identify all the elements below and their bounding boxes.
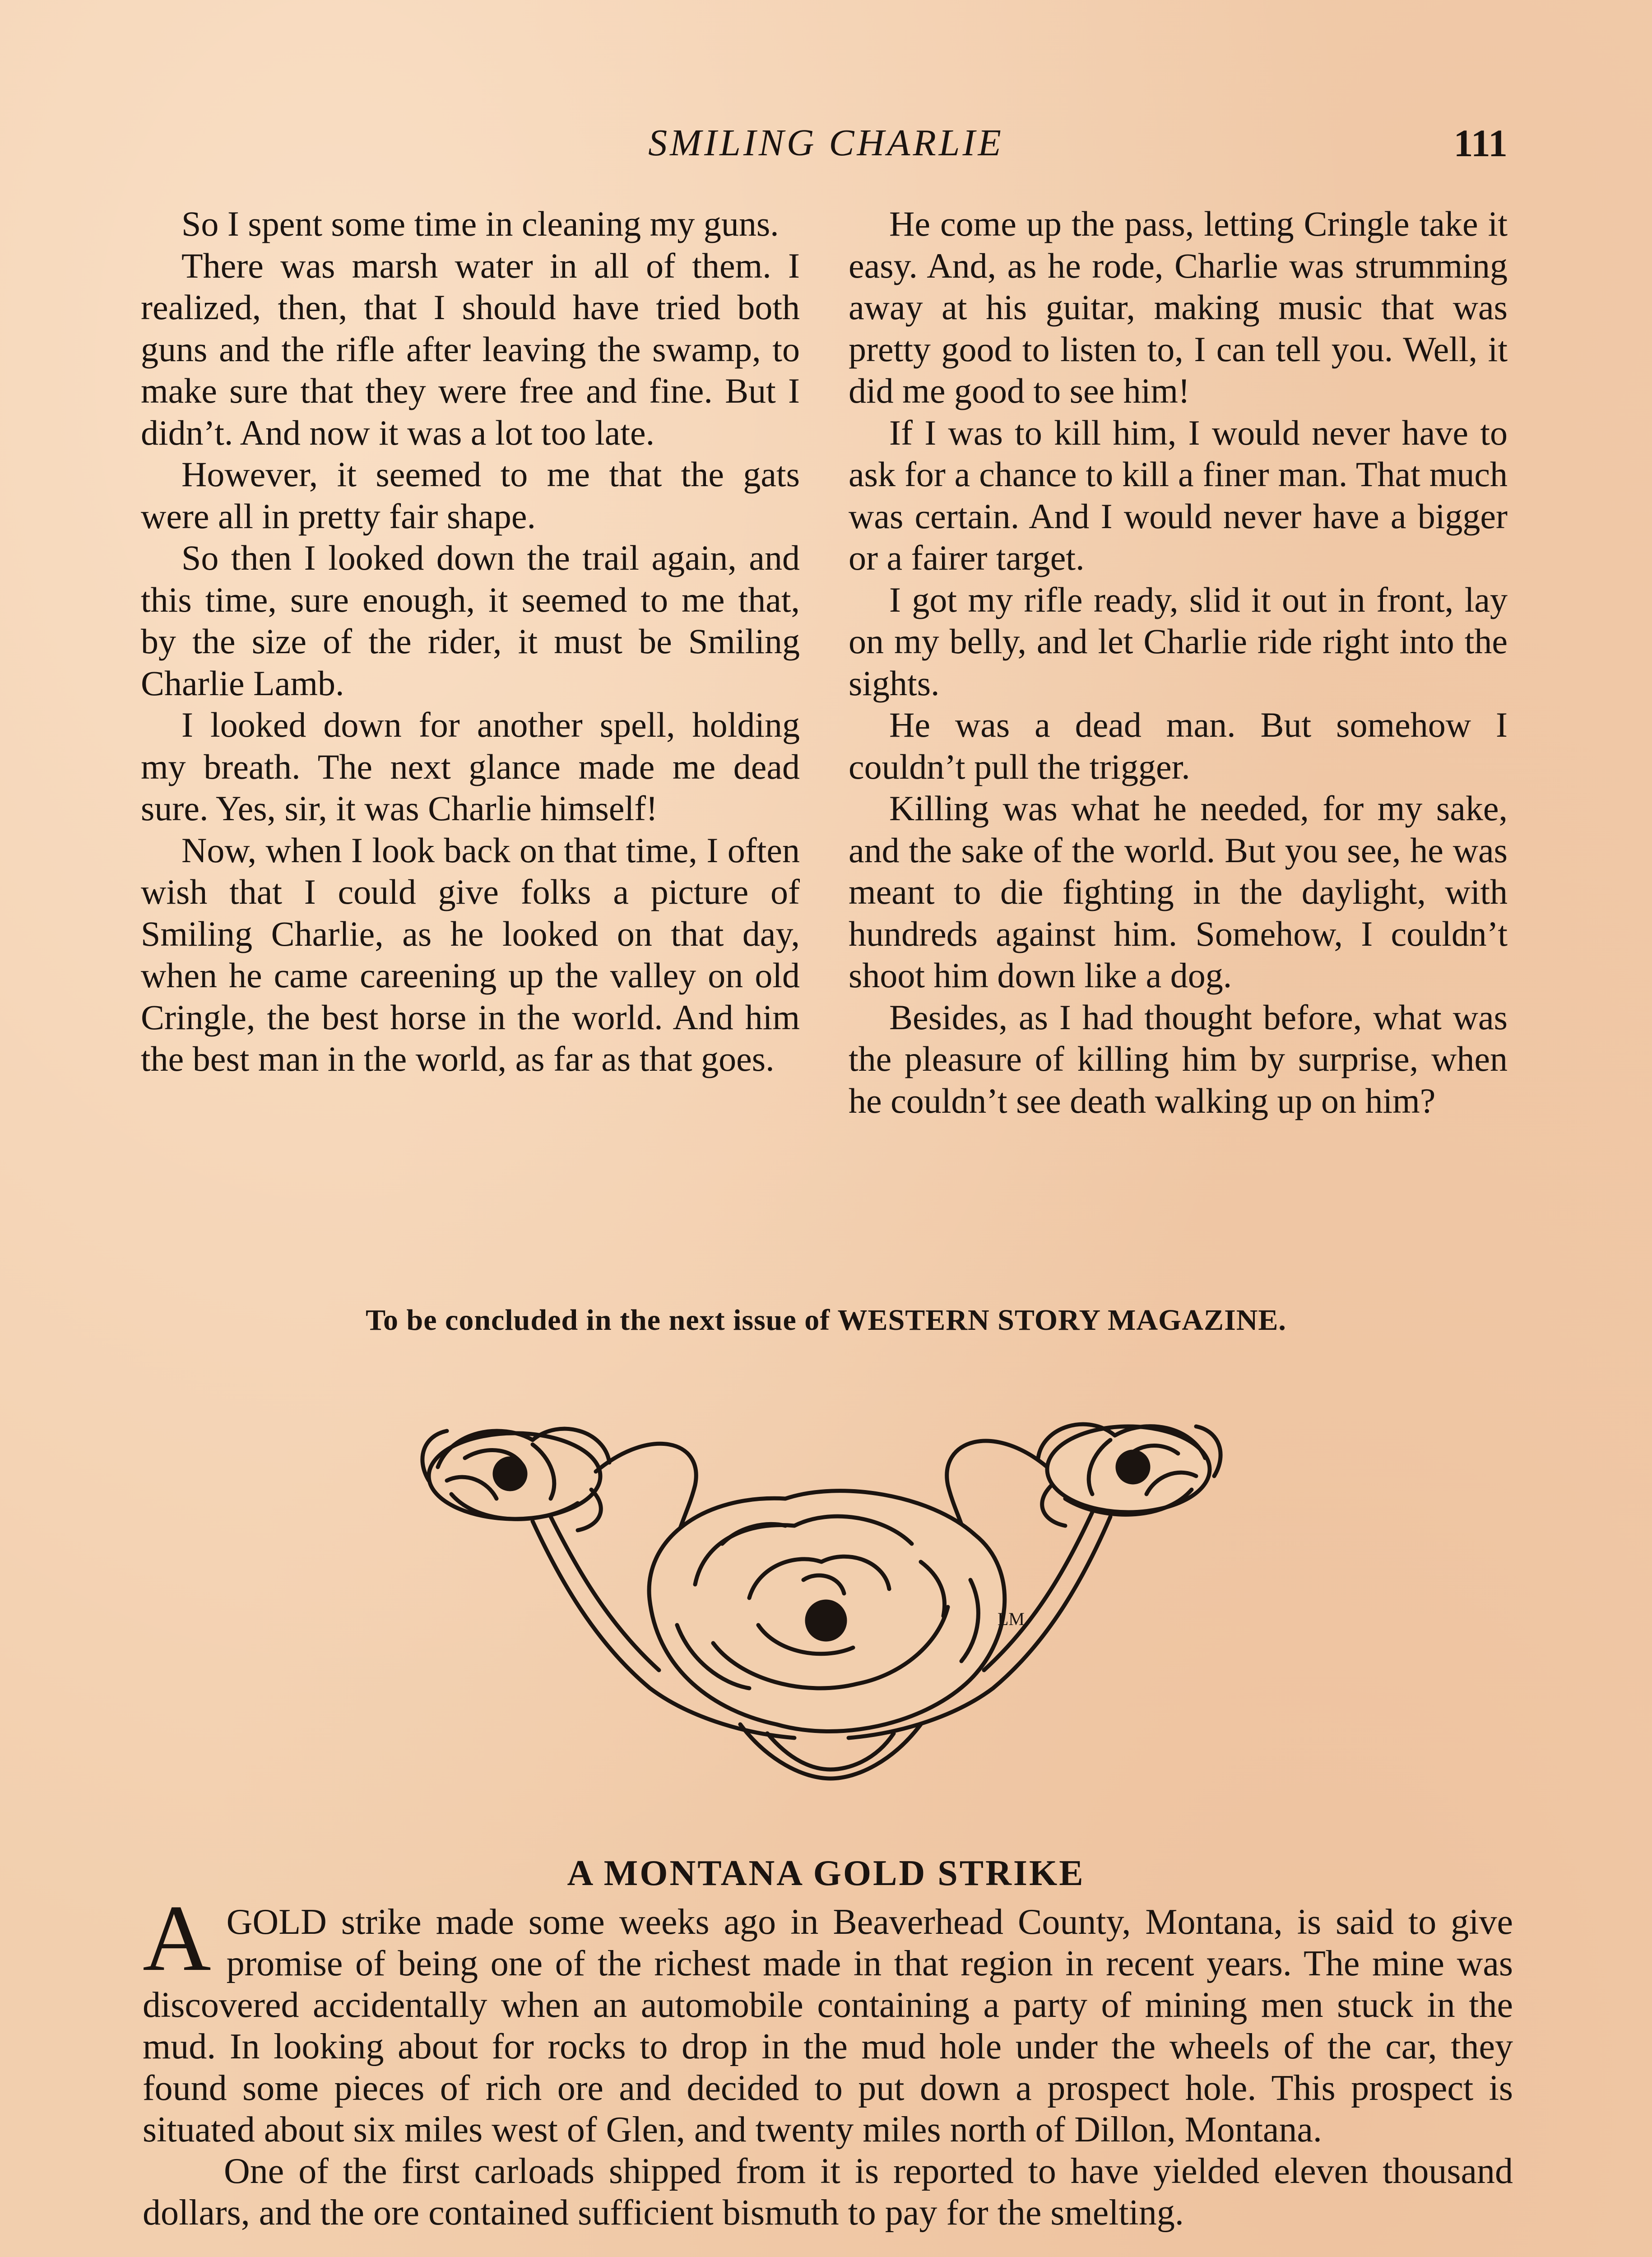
story-paragraph: He was a dead man. But somehow I couldn’t pull the trigger.: [849, 705, 1508, 786]
continuation-notice: To be concluded in the next issue of WESTERN STORY MAGAZINE.: [366, 1304, 1286, 1337]
art-nouveau-flower-ornament-icon: [397, 1390, 1255, 1797]
article-paragraph-text: GOLD strike made some weeks ago in Beaverhead County, Montana, is said to give promise of being one of the richest made in that region in recent years. The mine was discovered accidentally when an automobile containing a party of mining men stuck in the mud. In looking about for rocks to drop in the mud hole under the wheels of the car, they found some pieces of rich ore and decided to put down a prospect hole. This prospect is situated about six miles west of Glen, and twenty miles north of Dillon, Montana.: [143, 1902, 1513, 2150]
ornament-monogram: LM: [998, 1609, 1025, 1629]
story-paragraph: Now, when I look back on that time, I often wish that I could give folks a picture of Smiling Charlie, as he looked on that day, when he came careening up the valley on old Cringle, the best horse in the world. And him the best man in the world, as far as that goes.: [141, 830, 800, 1078]
article-body: [143, 1886, 1513, 2234]
drop-cap: A: [143, 1886, 211, 1991]
story-right-column: [849, 203, 1508, 1122]
story-paragraph: So then I looked down the trail again, and this time, sure enough, it seemed to me that, by the size of the rider, it must be Smiling Charlie Lamb.: [141, 538, 800, 703]
story-paragraph: If I was to kill him, I would never have to ask for a chance to kill a finer man. That much was certain. And I would never have a bigger or a fairer target.: [849, 413, 1508, 577]
page-number: 111: [1453, 121, 1508, 165]
story-paragraph: However, it seemed to me that the gats were all in pretty fair shape.: [141, 455, 800, 536]
story-paragraph: Killing was what he needed, for my sake, and the sake of the world. But you see, he was meant to die fighting in the daylight, with hundreds against him. Somehow, I couldn’t shoot him down like a dog.: [849, 789, 1508, 995]
story-paragraph: So I spent some time in cleaning my guns.: [181, 204, 779, 243]
central-flower-icon: [649, 1491, 1005, 1732]
story-paragraph: There was marsh water in all of them. I realized, then, that I should have tried both guns and the rifle after leaving the swamp, to make sure that they were free and fine. But I didn’t. And now it was a lot too late.: [141, 246, 800, 452]
story-paragraph: I looked down for another spell, holding my breath. The next glance made me dead sure. Yes, sir, it was Charlie himself!: [141, 705, 800, 828]
story-paragraph: He come up the pass, letting Cringle take it easy. And, as he rode, Charlie was strumming away at his guitar, making music that was pretty good to listen to, I can tell you. Well, it did me good to see him!: [849, 204, 1508, 410]
story-paragraph: I got my rifle ready, slid it out in front, lay on my belly, and let Charlie ride right into the sights.: [849, 580, 1508, 703]
story-paragraph: Besides, as I had thought before, what was the pleasure of killing him by surprise, when he couldn’t see death walking up on him?: [849, 997, 1508, 1120]
article-paragraph: [143, 1886, 1513, 2150]
story-left-column: [141, 203, 800, 1080]
article-paragraph: One of the first carloads shipped from it is reported to have yielded eleven thousand dollars, and the ore contained sufficient bismuth to pay for the smelting.: [143, 2151, 1513, 2233]
running-title: SMILING CHARLIE: [648, 122, 1004, 164]
article-title: A MONTANA GOLD STRIKE: [567, 1853, 1085, 1893]
running-head: [0, 118, 1652, 168]
